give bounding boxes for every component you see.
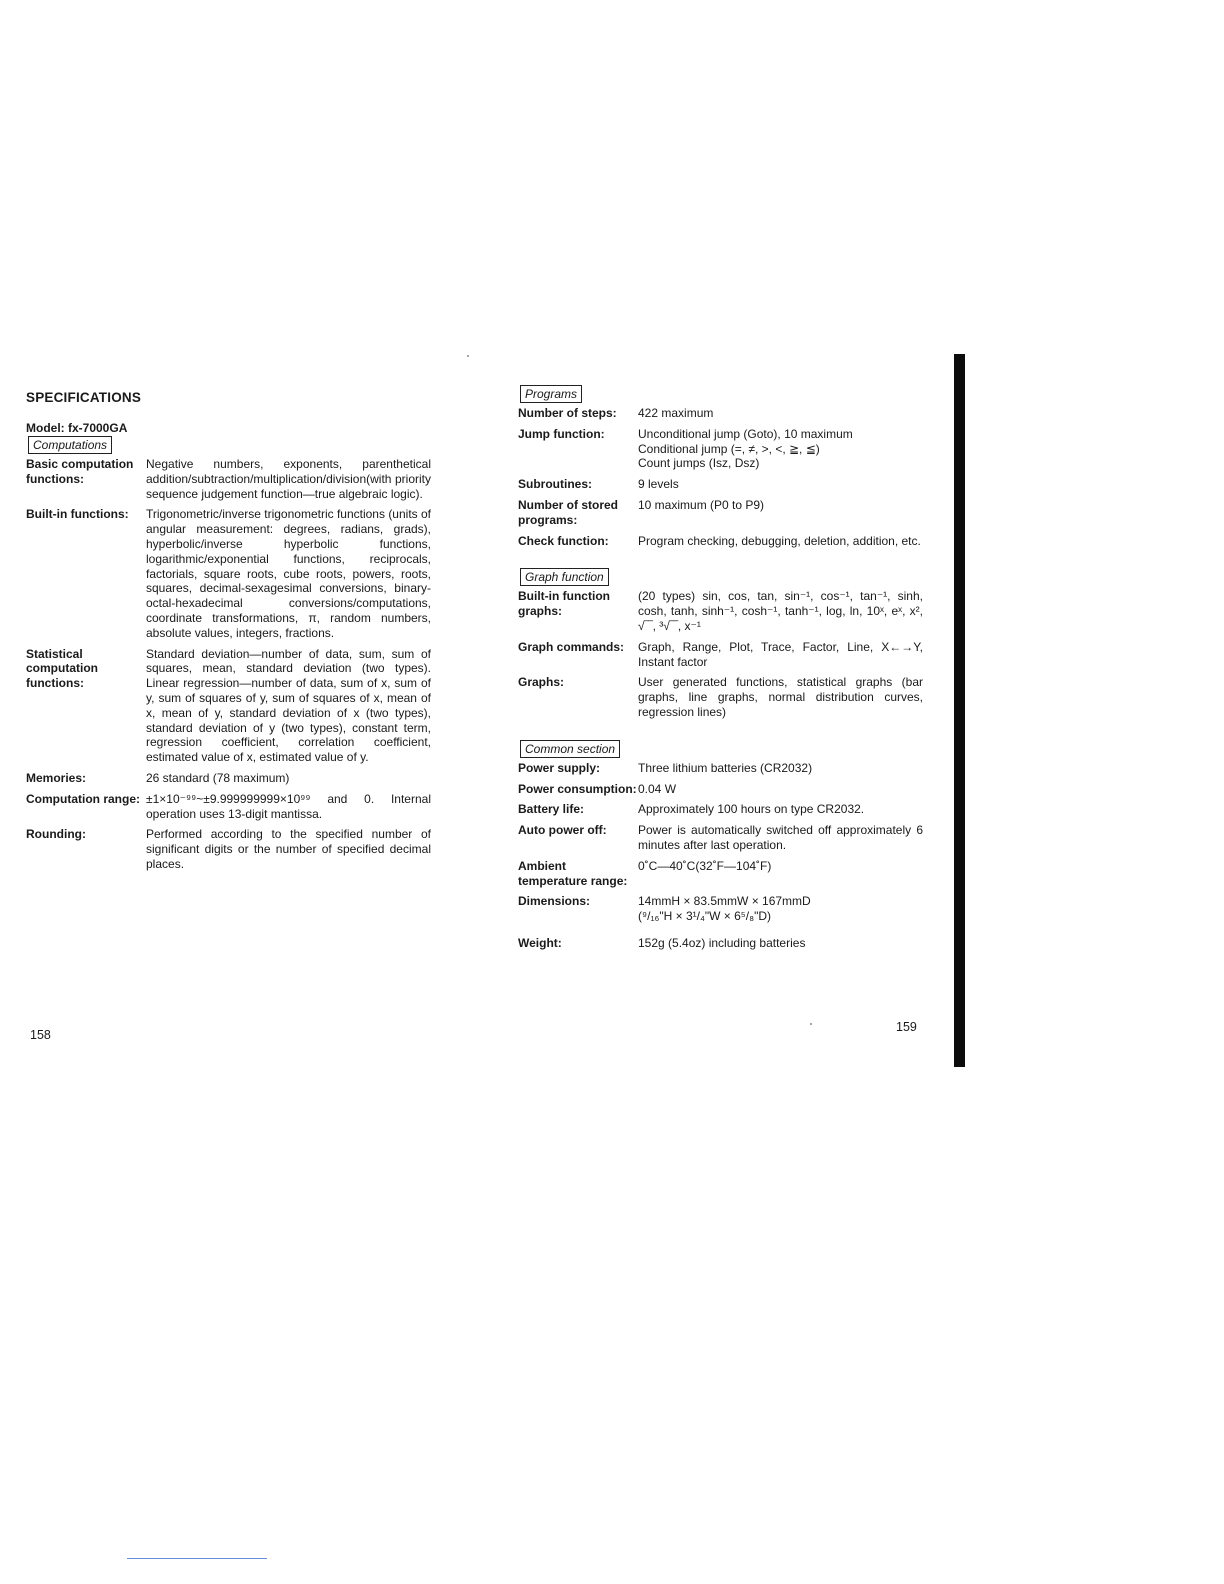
section-heading-graph-function: Graph function xyxy=(520,568,609,586)
spec-value: 9 levels xyxy=(638,477,679,492)
spec-label: Number of stored programs: xyxy=(518,497,619,527)
spec-label: Battery life: xyxy=(518,802,585,817)
spec-label: Power supply: xyxy=(518,760,601,775)
spec-row xyxy=(26,792,431,822)
left-page xyxy=(26,390,431,878)
spec-value: 10 maximum (P0 to P9) xyxy=(638,497,765,512)
spec-row xyxy=(518,802,923,817)
spec-row xyxy=(26,771,431,786)
spec-value: Unconditional jump (Goto), 10 maximum Conditional jump (=, ≠, >, <, ≧, ≦) Count jumps (Isz, Dsz) xyxy=(638,426,853,471)
spec-value: Power is automatically switched off approximately 6 minutes after last operation. xyxy=(638,823,923,852)
spec-label: Graph commands: xyxy=(518,639,625,654)
spec-label: Memories: xyxy=(26,770,87,785)
spec-value: 152g (5.4oz) including batteries xyxy=(638,935,806,950)
spec-label: Jump function: xyxy=(518,426,605,441)
spec-row xyxy=(518,498,923,528)
spec-value: Approximately 100 hours on type CR2032. xyxy=(638,802,865,817)
scan-dot xyxy=(467,355,469,357)
spec-label: Rounding: xyxy=(26,827,86,842)
spec-value: ±1×10⁻⁹⁹~±9.999999999×10⁹⁹ and 0. Internal operation uses 13-digit mantissa. xyxy=(146,791,431,821)
spec-row xyxy=(518,589,923,633)
spec-row xyxy=(518,406,923,421)
spec-value: (20 types) sin, cos, tan, sin⁻¹, cos⁻¹, tan⁻¹, sinh, cosh, tanh, sinh⁻¹, cosh⁻¹, tanh⁻¹, log, ln, 10ˣ, eˣ, x², √‾‾, ³√‾‾, x⁻¹ xyxy=(638,589,923,633)
spec-label: Statistical computation functions: xyxy=(26,646,98,691)
section-heading-common-section: Common section xyxy=(520,740,620,758)
spec-row xyxy=(518,859,923,889)
spec-value: Graph, Range, Plot, Trace, Factor, Line, X←→Y, Instant factor xyxy=(638,639,923,669)
spec-label: Check function: xyxy=(518,533,609,548)
spec-label: Graphs: xyxy=(518,675,565,690)
spec-value: Performed according to the specified number of significant digits or the number of specified decimal places. xyxy=(146,827,431,871)
spec-row xyxy=(518,675,923,719)
spec-row xyxy=(518,640,923,670)
spec-label: Built-in function graphs: xyxy=(518,589,610,619)
spec-label: Basic computation functions: xyxy=(26,457,134,486)
spec-row xyxy=(518,894,923,924)
page-title: SPECIFICATIONS xyxy=(26,390,142,405)
spec-row xyxy=(518,427,923,471)
page-number-left: 158 xyxy=(30,1028,51,1042)
spec-value: Program checking, debugging, deletion, addition, etc. xyxy=(638,533,921,548)
page-number-right: 159 xyxy=(896,1020,917,1034)
spec-value: 0.04 W xyxy=(638,781,677,796)
spec-label: Dimensions: xyxy=(518,894,591,909)
scan-artifact-line xyxy=(127,1558,267,1559)
spec-label: Ambient temperature range: xyxy=(518,858,628,888)
section-heading-programs: Programs xyxy=(520,385,582,403)
spec-value: 0˚C—40˚C(32˚F—104˚F) xyxy=(638,858,772,873)
section-heading-computations: Computations xyxy=(28,436,112,454)
spec-label: Auto power off: xyxy=(518,823,607,838)
spec-row xyxy=(518,782,923,797)
spec-value: Trigonometric/inverse trigonometric functions (units of angular measurement: degrees, radians, grads), hyperbolic/inverse hyperbolic functions, logarithmic/exponential functions, reciprocals, factorials, square roots, cube roots, powers, roots, squares, decimal-sexagesimal conversions, binary-octal-hexadecimal conversions/computations, coordinate transformations, π, random numbers, absolute values, integers, fractions. xyxy=(146,507,431,640)
spec-row xyxy=(518,823,923,853)
spec-row xyxy=(518,761,923,776)
spec-label: Weight: xyxy=(518,935,562,950)
model-label: Model: fx-7000GA xyxy=(26,421,128,435)
spec-row xyxy=(26,507,431,640)
right-page xyxy=(518,385,923,957)
spec-label: Computation range: xyxy=(26,791,140,806)
spec-row xyxy=(26,457,431,501)
binding-edge-bar xyxy=(954,354,965,1067)
spec-row xyxy=(26,827,431,871)
spec-value: 14mmH × 83.5mmW × 167mmD (⁹/₁₆"H × 3¹/₄"W × 6⁵/₈"D) xyxy=(638,894,811,924)
spec-row xyxy=(518,936,923,951)
spec-value: User generated functions, statistical graphs (bar graphs, line graphs, normal distribution curves, regression lines) xyxy=(638,675,923,719)
spec-value: Three lithium batteries (CR2032) xyxy=(638,760,813,775)
spec-value: 422 maximum xyxy=(638,406,714,420)
spec-row xyxy=(26,647,431,765)
spec-row xyxy=(518,477,923,492)
spec-row xyxy=(518,534,923,549)
spec-value: Standard deviation—number of data, sum, sum of squares, mean, standard deviation (two types). Linear regression—number of data, sum of x, sum of y, sum of squares of y, sum of squares of x, mean of x, mean of y, standard deviation of x (two types), standard deviation of y (two types), constant term, regression coefficient, correlation coefficient, estimated value of x, estimated value of y. xyxy=(146,646,431,765)
spec-label: Built-in functions: xyxy=(26,507,129,522)
spec-value: 26 standard (78 maximum) xyxy=(146,770,290,785)
spec-label: Power consumption: xyxy=(518,781,637,796)
spec-label: Number of steps: xyxy=(518,406,617,420)
spec-label: Subroutines: xyxy=(518,477,592,492)
scan-dot xyxy=(810,1023,812,1025)
spec-value: Negative numbers, exponents, parenthetical addition/subtraction/multiplication/division(with priority sequence judgement function—true algebraic logic). xyxy=(146,457,431,501)
